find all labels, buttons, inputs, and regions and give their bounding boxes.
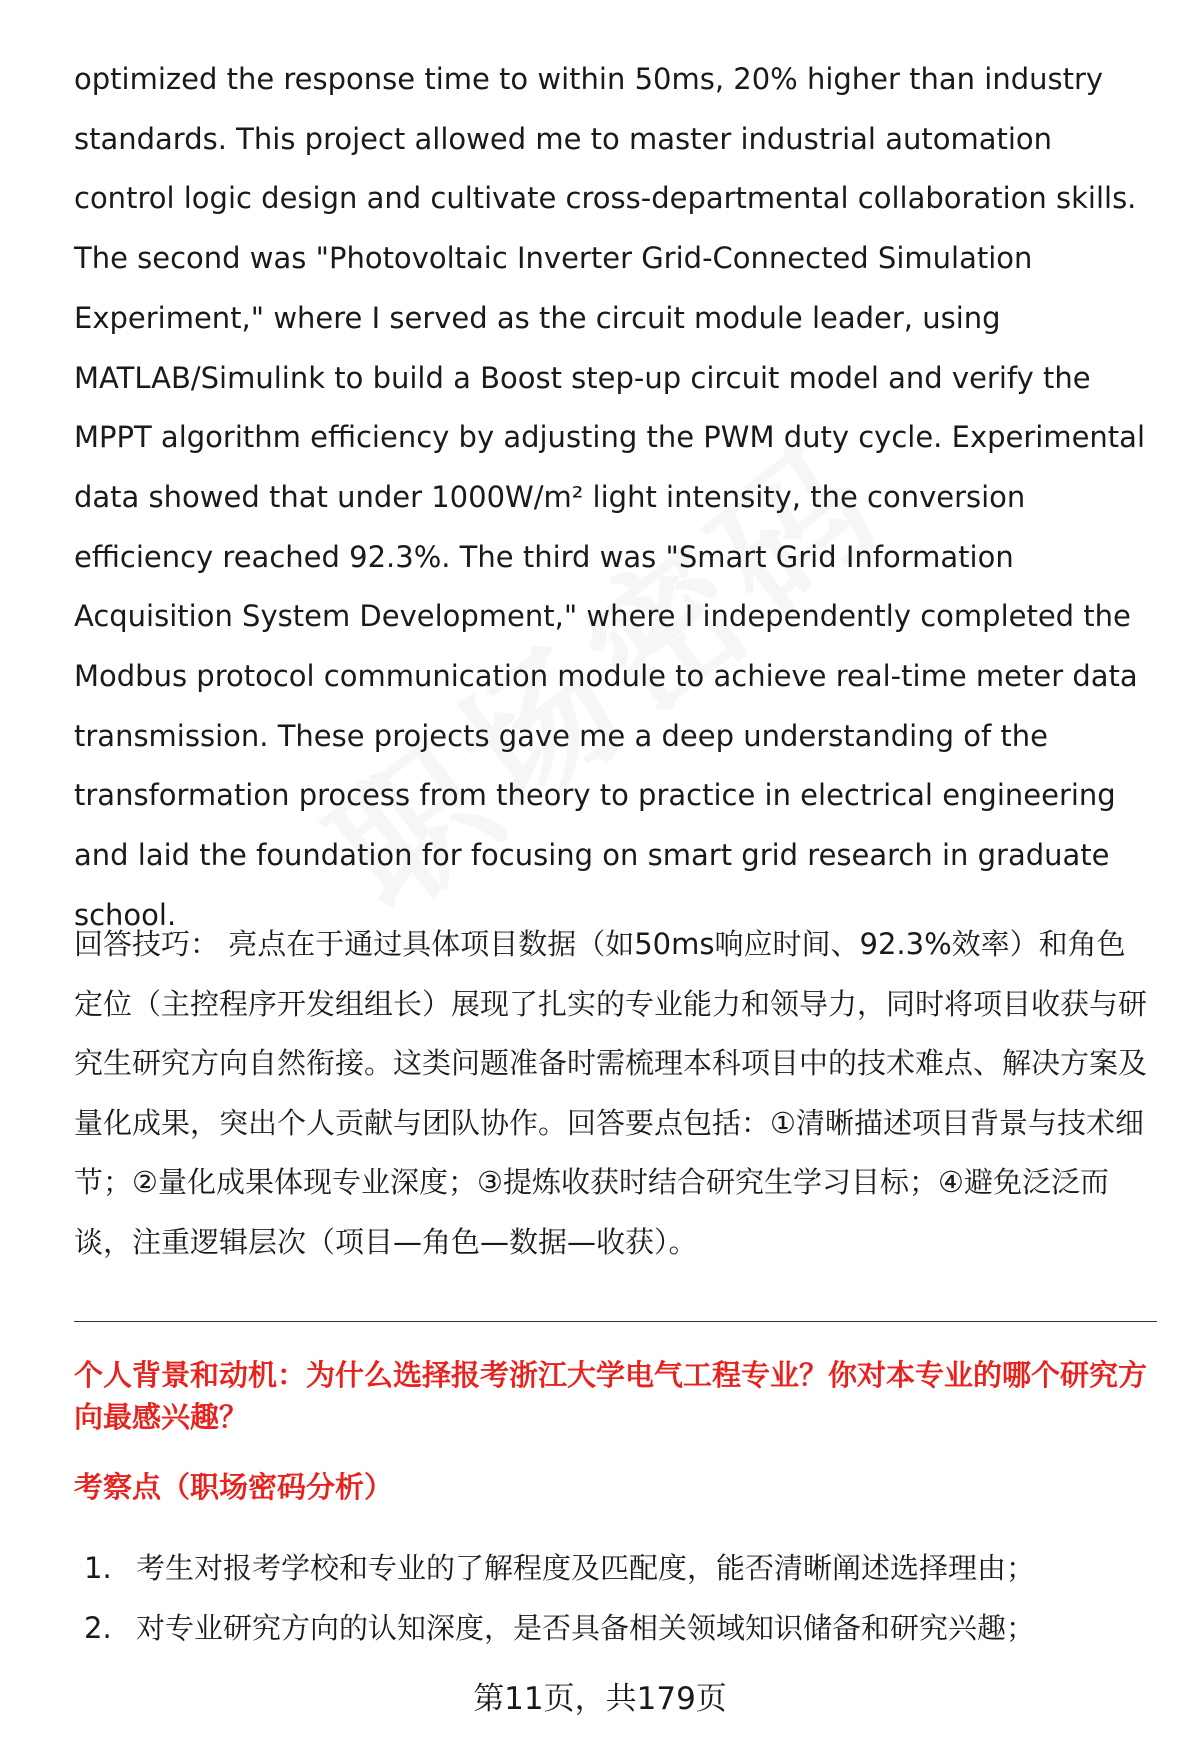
tips-label: 回答技巧： xyxy=(74,927,220,961)
list-item-text: 考生对报考学校和专业的了解程度及匹配度，能否清晰阐述选择理由； xyxy=(136,1551,1036,1585)
list-item-number: 1. xyxy=(84,1551,112,1585)
tips-text: 亮点在于通过具体项目数据（如50ms响应时间、92.3%效率）和角色定位（主控程序开发组组长）展现了扎实的专业能力和领导力，同时将项目收获与研究生研究方向自然衔接。这类问题准备时需梳理本科项目中的技术难点、解决方案及量化成果，突出个人贡献与团队协作。回答要点包括：①清晰描述项目背景与技术细节；②量化成果体现专业深度；③提炼收获时结合研究生学习目标；④避免泛泛而谈，注重逻辑层次（项目—角色—数据—收获）。 xyxy=(74,927,1148,1259)
answer-tips-paragraph xyxy=(74,915,1154,1272)
list-item-number: 2. xyxy=(84,1611,112,1645)
analysis-points-list xyxy=(74,1540,1154,1660)
page-footer: 第11页，共179页 xyxy=(473,1681,727,1717)
answer-body-text: optimized the response time to within 50ms, 20% higher than industry standards. This project allowed me to master industrial automation control logic design and cultivate cross-departmental collaboration skills. The second was "Photovoltaic Inverter Grid-Connected Simulation Experiment," where I served as the circuit module leader, using MATLAB/Simulink to build a Boost step-up circuit model and verify the MPPT algorithm efficiency by adjusting the PWM duty cycle. Experimental data showed that under 1000W/m² light intensity, the conversion efficiency reached 92.3%. The third was "Smart Grid Information Acquisition System Development," where I independently completed the Modbus protocol communication module to achieve real-time meter data transmission. These projects gave me a deep understanding of the transformation process from theory to practice in electrical engineering and laid the foundation for focusing on smart grid research in graduate school. xyxy=(74,62,1146,932)
section-divider xyxy=(74,1321,1157,1322)
list-item-text: 对专业研究方向的认知深度，是否具备相关领域知识储备和研究兴趣； xyxy=(136,1611,1036,1645)
analysis-heading: 考察点（职场密码分析） xyxy=(74,1470,394,1504)
list-item xyxy=(74,1600,1154,1660)
list-item xyxy=(74,1540,1154,1600)
question-heading: 个人背景和动机：为什么选择报考浙江大学电气工程专业？你对本专业的哪个研究方向最感兴趣？ xyxy=(74,1358,1148,1434)
